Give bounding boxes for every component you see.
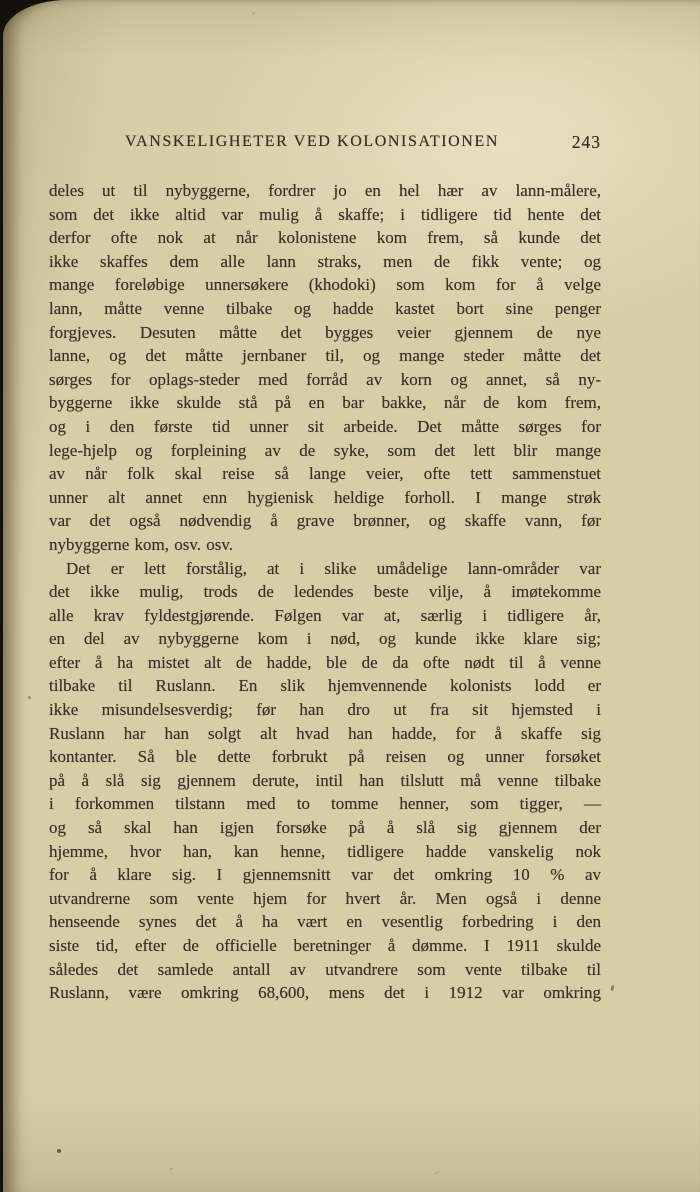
text-line: og i den første tid unner sit arbeide. Det måtte sørges for [49,416,601,436]
text-line: Ruslann har han solgt alt hvad han hadde, for å skaffe sig [49,723,601,743]
text-line: av når folk skal reise så lange veier, ofte tett sammenstuet [49,464,601,484]
text-line: lanne, og det måtte jernbaner til, og mange steder måtte det [49,346,601,366]
text-line: det ikke mulig, trods de ledendes beste vilje, å imøtekomme [49,582,601,602]
text-line: tilbake til Ruslann. En slik hjemvennende kolonists lodd er [49,676,601,696]
text-line: som det ikke altid var mulig å skaffe; i tidligere tid hente det [49,204,601,224]
text-line: lann, måtte venne tilbake og hadde kastet bort sine penger [49,298,601,318]
text-line: Ruslann, være omkring 68,600, mens det i 1912 var omkring [49,983,601,1003]
page-number: 243 [571,132,601,152]
text-line: lege-hjelp og forpleining av de syke, som det lett blir mange [49,440,601,460]
text-line: Det er lett forstålig, at i slike umådelige lann-områder var [66,558,601,578]
text-line: ikke skaffes dem alle lann straks, men de fikk vente; og [49,251,601,271]
text-line: var det også nødvendig å grave brønner, og skaffe vann, før [49,511,601,531]
running-header-title: VANSKELIGHETER VED KOLONISATIONEN [125,133,499,150]
text-line: forgjeves. Desuten måtte det bygges veier gjennem de nye [49,322,601,342]
text-line: utvandrerne som vente hjem for hvert år. Men også i denne [49,888,601,908]
text-line: således det samlede antall av utvandrere som vente tilbake til [49,959,601,979]
text-line: i forkommen tilstann med to tomme henner, som tigger, — [49,794,601,814]
text-line: byggerne ikke skulde stå på en bar bakke, når de kom frem, [49,393,601,413]
text-line: siste tid, efter de officielle beretninger å dømme. I 1911 skulde [49,936,601,955]
text-line: henseende synes det å ha vært en vesentlig forbedring i den [49,912,601,932]
text-line: og så skal han igjen forsøke på å slå sig gjennem der [49,818,601,838]
text-line: hjemme, hvor han, kan henne, tidligere hadde vanskelig nok [49,841,601,861]
text-line: sørges for oplags-steder med forråd av korn og annet, så ny- [49,369,601,389]
text-line: ikke misundelsesverdig; før han dro ut fra sit hjemsted i [49,700,601,720]
text-line: for å klare sig. I gjennemsnitt var det omkring 10 % av [49,865,601,885]
text-line: alle krav fyldestgjørende. Følgen var at, særlig i tidligere år, [49,605,601,625]
text-line: unner alt annet enn hygienisk heldige forholl. I mange strøk [49,487,601,507]
text-line: mange foreløbige unnersøkere (khodoki) som kom for å velge [49,275,601,295]
text-line: nybyggerne kom, osv. osv. [49,534,233,554]
text-line: deles ut til nybyggerne, fordrer jo en hel hær av lann-målere, [49,181,601,200]
page-header [49,133,601,155]
text-line: på å slå sig gjennem derute, intil han tilslutt må venne tilbake [49,770,601,790]
text-line: en del av nybyggerne kom i nød, og kunde ikke klare sig; [49,629,601,649]
body-text [49,179,601,1005]
text-line: efter å ha mistet alt de hadde, ble de da ofte nødt til å venne [49,652,601,672]
book-page [3,0,700,1192]
text-line: kontanter. Så ble dette forbrukt på reisen og unner forsøket [49,747,601,767]
text-line: derfor ofte nok at når kolonistene kom frem, så kunde det [49,228,601,248]
